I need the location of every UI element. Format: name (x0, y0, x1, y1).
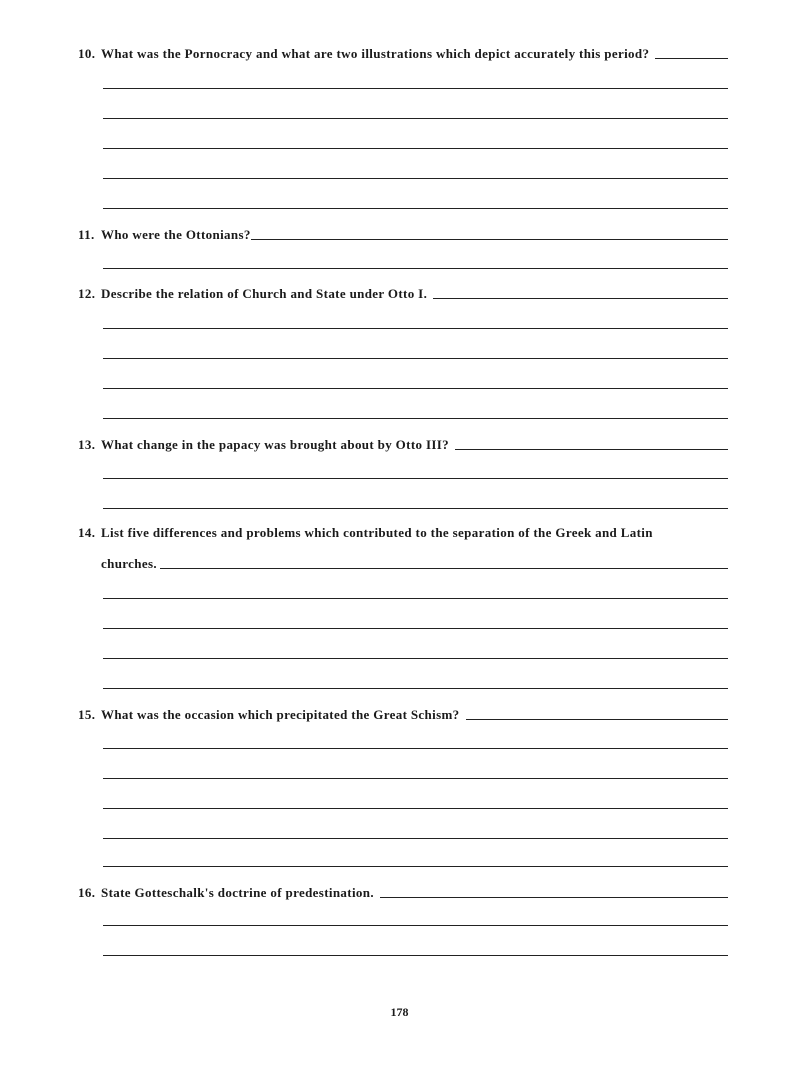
answer-line[interactable] (103, 328, 728, 329)
answer-line[interactable] (103, 148, 728, 149)
answer-line[interactable] (103, 658, 728, 659)
answer-line[interactable] (103, 925, 728, 926)
answer-line[interactable] (103, 478, 728, 479)
answer-line[interactable] (103, 808, 728, 809)
answer-line[interactable] (103, 748, 728, 749)
question-text: What change in the papacy was brought about by Otto III? (101, 437, 450, 452)
question-14 (78, 525, 728, 541)
answer-line[interactable] (103, 118, 728, 119)
question-text: List five differences and problems which contributed to the separation of the Greek and Latin (101, 525, 653, 540)
question-text: What was the Pornocracy and what are two illustrations which depict accurately this period? (101, 46, 650, 61)
answer-line[interactable] (380, 897, 728, 898)
answer-line[interactable] (103, 688, 728, 689)
answer-line[interactable] (103, 178, 728, 179)
question-number: 16. (78, 885, 96, 900)
question-number: 12. (78, 286, 96, 301)
question-12 (78, 286, 728, 302)
answer-line[interactable] (103, 388, 728, 389)
answer-line[interactable] (103, 866, 728, 867)
question-11 (78, 227, 728, 243)
question-number: 15. (78, 707, 96, 722)
page-number: 178 (390, 1005, 409, 1019)
answer-line[interactable] (251, 239, 728, 240)
question-number: 10. (78, 46, 96, 61)
answer-line[interactable] (103, 955, 728, 956)
question-text: What was the occasion which precipitated the Great Schism? (101, 707, 460, 722)
question-10 (78, 46, 728, 62)
question-number: 13. (78, 437, 96, 452)
answer-line[interactable] (433, 298, 728, 299)
answer-line[interactable] (466, 719, 728, 720)
answer-line[interactable] (103, 268, 728, 269)
answer-line[interactable] (103, 598, 728, 599)
answer-line[interactable] (103, 778, 728, 779)
question-16 (78, 885, 728, 901)
question-14-continuation (101, 556, 728, 572)
question-text: Describe the relation of Church and State under Otto I. (101, 286, 428, 301)
question-number: 14. (78, 525, 96, 540)
question-13 (78, 437, 728, 453)
answer-line[interactable] (103, 838, 728, 839)
answer-line[interactable] (103, 88, 728, 89)
answer-line[interactable] (160, 568, 728, 569)
question-text: State Gotteschalk's doctrine of predestination. (101, 885, 374, 900)
question-number: 11. (78, 227, 95, 242)
answer-line[interactable] (103, 508, 728, 509)
answer-line[interactable] (455, 449, 728, 450)
question-text: Who were the Ottonians? (101, 227, 251, 242)
answer-line[interactable] (103, 418, 728, 419)
answer-line[interactable] (103, 358, 728, 359)
answer-line[interactable] (103, 208, 728, 209)
question-text-continued: churches. (101, 556, 157, 571)
answer-line[interactable] (103, 628, 728, 629)
question-15 (78, 707, 728, 723)
answer-line[interactable] (655, 58, 728, 59)
